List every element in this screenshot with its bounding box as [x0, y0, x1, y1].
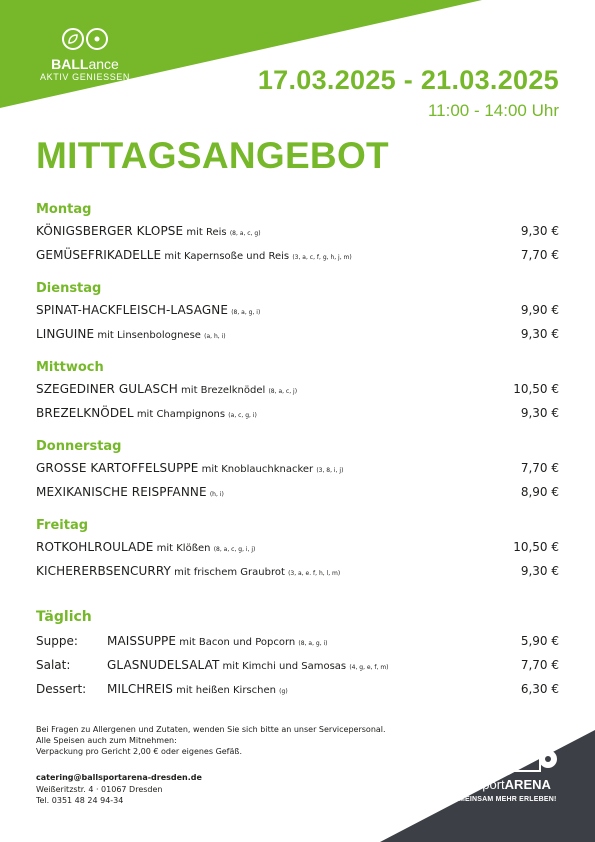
- daily-menu: [36, 608, 559, 706]
- day-title: Dienstag: [36, 281, 102, 296]
- dish-text: [36, 303, 260, 317]
- day-section: [36, 201, 559, 272]
- dish-price: 5,90 €: [520, 634, 559, 648]
- allergen-codes: (h, i): [209, 491, 224, 498]
- dish-name: MEXIKANISCHE REISPFANNE: [36, 485, 207, 499]
- dish-row: [36, 248, 559, 272]
- dish-name: KÖNIGSBERGER KLOPSE: [36, 224, 184, 238]
- allergen-codes: (8, a, c, g): [229, 230, 261, 237]
- dish-row: [36, 327, 559, 351]
- dish-text: [36, 406, 257, 420]
- contact-address: Weißeritzstr. 4 · 01067 Dresden: [36, 784, 163, 794]
- dish-price: 7,70 €: [520, 248, 559, 262]
- dish-description: mit heißen Kirschen: [172, 685, 280, 696]
- ballance-logo: [30, 28, 140, 83]
- ballsport-arena-logo: [440, 777, 565, 803]
- course-label: Salat:: [36, 658, 71, 672]
- dish-description: mit Kapernsoße und Reis: [161, 251, 293, 262]
- dish-name: GEMÜSEFRIKADELLE: [36, 248, 162, 262]
- dish-description: mit Linsenbolognese: [94, 330, 205, 341]
- dish-name: LINGUINE: [36, 327, 95, 341]
- dish-name: MILCHREIS: [107, 682, 173, 696]
- serving-time: 11:00 - 14:00 Uhr: [427, 101, 559, 120]
- day-section: [36, 438, 559, 509]
- note-line: Verpackung pro Gericht 2,00 € oder eigenes Gefäß.: [36, 747, 242, 756]
- dish-price: 10,50 €: [513, 540, 559, 554]
- dish-name: SPINAT-HACKFLEISCH-LASAGNE: [36, 303, 228, 317]
- allergen-codes: (3, a, c, f, g, h, j, m): [292, 254, 352, 261]
- allergen-codes: (8, a, g, i): [298, 640, 328, 647]
- dish-text: [36, 564, 340, 578]
- day-section: [36, 517, 559, 588]
- logo-tagline: AKTIV GENIESSEN: [39, 72, 131, 82]
- weekly-menu: [36, 201, 559, 596]
- logo-wordmark: BALLance: [51, 56, 119, 72]
- date-block: [258, 64, 559, 122]
- dish-text: [36, 327, 226, 341]
- dish-row: [36, 382, 559, 406]
- ball-icon: [86, 28, 108, 50]
- dish-description: mit Knoblauchknacker: [198, 464, 317, 475]
- dish-text: [107, 658, 521, 672]
- daily-row: [36, 658, 559, 682]
- day-title: Montag: [36, 202, 92, 217]
- contact-email[interactable]: catering@ballsportarena-dresden.de: [36, 773, 202, 782]
- dish-text: [107, 682, 521, 696]
- note-line: Alle Speisen auch zum Mitnehmen:: [36, 736, 177, 745]
- allergen-codes: (8, a, c, j): [268, 388, 298, 395]
- daily-title: Täglich: [36, 609, 92, 625]
- note-line: Bei Fragen zu Allergenen und Zutaten, wenden Sie sich bitte an unser Servicepersonal.: [36, 725, 386, 734]
- dish-row: [36, 461, 559, 485]
- dish-name: BREZELKNÖDEL: [36, 406, 134, 420]
- dish-price: 9,30 €: [520, 224, 559, 238]
- allergen-codes: (3, a, e. f, h, l, m): [288, 570, 341, 577]
- dish-text: [107, 634, 521, 648]
- dish-price: 8,90 €: [520, 485, 559, 499]
- dish-price: 9,30 €: [520, 327, 559, 341]
- dish-price: 7,70 €: [520, 461, 559, 475]
- dish-text: [36, 540, 255, 554]
- day-section: [36, 280, 559, 351]
- dish-description: mit Bacon und Popcorn: [176, 637, 299, 648]
- day-title: Mittwoch: [36, 360, 104, 375]
- dish-price: 9,90 €: [520, 303, 559, 317]
- dish-description: mit Kimchi und Samosas: [219, 661, 350, 672]
- dish-price: 7,70 €: [520, 658, 559, 672]
- dish-name: GROSSE KARTOFFELSUPPE: [36, 461, 199, 475]
- contact-info: [36, 772, 202, 807]
- dish-row: [36, 564, 559, 588]
- dish-description: mit frischem Graubrot: [170, 567, 289, 578]
- dish-name: GLASNUDELSALAT: [107, 658, 220, 672]
- dish-description: mit Champignons: [133, 409, 229, 420]
- arena-wordmark: BallsportARENA: [454, 777, 551, 792]
- day-title: Donnerstag: [36, 439, 122, 454]
- dish-text: [36, 224, 261, 238]
- dish-name: KICHERERBSENCURRY: [36, 564, 171, 578]
- dish-row: [36, 540, 559, 564]
- arena-stadium-icon: [442, 745, 562, 775]
- allergen-codes: (a, h, i): [204, 333, 226, 340]
- dish-description: mit Reis: [183, 227, 230, 238]
- date-range: 17.03.2025 - 21.03.2025: [257, 65, 559, 95]
- footer-notes: [36, 724, 386, 757]
- dish-text: [36, 382, 297, 396]
- daily-row: [36, 634, 559, 658]
- dish-text: [36, 461, 343, 475]
- dish-row: [36, 303, 559, 327]
- course-label: Dessert:: [36, 682, 87, 696]
- dish-text: [36, 485, 224, 499]
- allergen-codes: (a, c, g, i): [228, 412, 257, 419]
- allergen-codes: (4, g, e, f, m): [349, 664, 389, 671]
- day-title: Freitag: [36, 518, 89, 533]
- dish-name: ROTKOHLROULADE: [36, 540, 154, 554]
- day-section: [36, 359, 559, 430]
- dish-description: mit Klößen: [153, 543, 214, 554]
- allergen-codes: (3, 8, i, j): [316, 467, 344, 474]
- dish-row: [36, 224, 559, 248]
- allergen-codes: (8, a, g, i): [231, 309, 261, 316]
- dish-price: 9,30 €: [520, 406, 559, 420]
- leaf-icon: [62, 28, 84, 50]
- dish-price: 10,50 €: [513, 382, 559, 396]
- dish-name: SZEGEDINER GULASCH: [36, 382, 178, 396]
- dish-description: mit Brezelknödel: [177, 385, 269, 396]
- daily-row: [36, 682, 559, 706]
- allergen-codes: (8, a, c, g, i, j): [213, 546, 256, 553]
- dish-row: [36, 406, 559, 430]
- dish-row: [36, 485, 559, 509]
- contact-phone: Tel. 0351 48 24 94-34: [36, 796, 124, 805]
- dish-name: MAISSUPPE: [107, 634, 177, 648]
- arena-tagline: GEMEINSAM MEHR ERLEBEN!: [448, 796, 557, 803]
- allergen-codes: (g): [279, 688, 288, 695]
- course-label: Suppe:: [36, 634, 78, 648]
- dish-price: 6,30 €: [520, 682, 559, 696]
- page-title: MITTAGSANGEBOT: [36, 135, 389, 176]
- dish-price: 9,30 €: [520, 564, 559, 578]
- dish-text: [36, 248, 352, 262]
